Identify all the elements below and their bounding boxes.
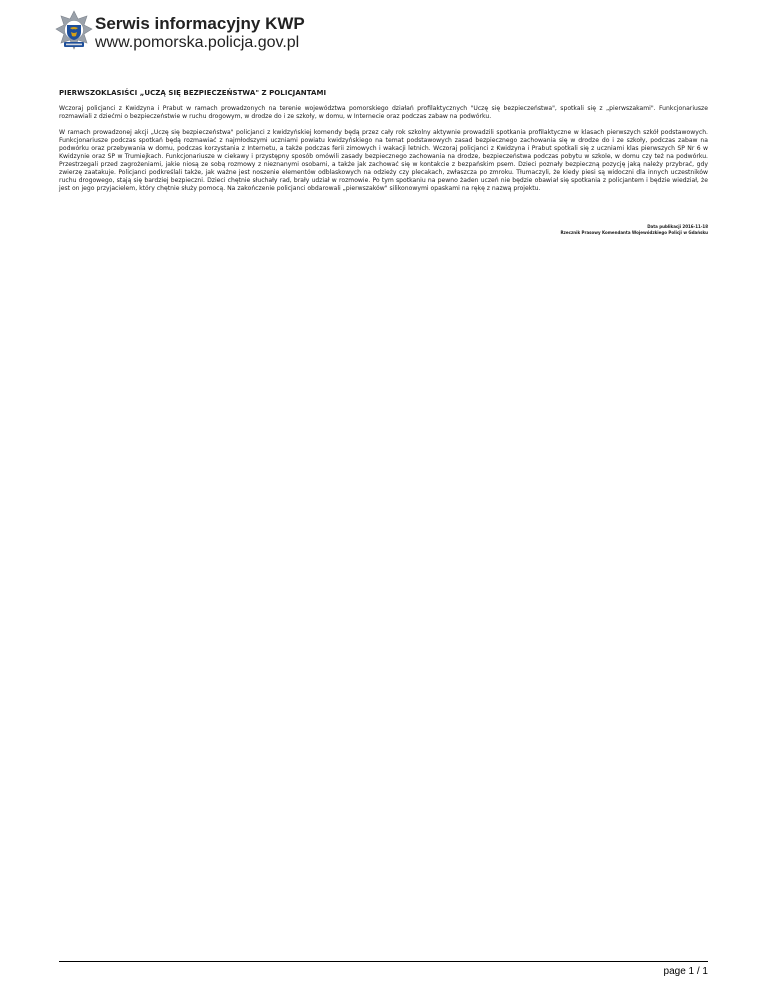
site-title: Serwis informacyjny KWP [95, 14, 305, 33]
article-author: Rzecznik Prasowy Komendanta Wojewódzkiego Policji w Gdańsku [560, 229, 708, 235]
article-title: PIERWSZOKLASIŚCI „UCZĄ SIĘ BEZPIECZEŃSTWA" Z POLICJANTAMI [59, 89, 327, 97]
footer-divider [59, 961, 708, 962]
publication-date: Data publikacji 2016-11-18 [647, 224, 708, 229]
police-star-badge-icon [55, 10, 93, 54]
site-header [55, 10, 455, 66]
page-number: page 1 / 1 [663, 966, 708, 977]
article-paragraph: Wczoraj policjanci z Kwidzyna i Prabut w ramach prowadzonych na terenie województwa pomorskiego działań profilaktycznych "Uczę się bezpieczeństwa", spotkali się z „pierwszakami". Funkcjonariusze rozmawiali z dziećmi o bezpieczeństwie w ruchu drogowym, w drodze do i ze szkoły, w domu, w Internecie oraz podczas zabaw na podwórku. [59, 105, 708, 120]
publication-meta [560, 224, 708, 235]
article [59, 89, 708, 201]
article-paragraph: W ramach prowadzonej akcji „Uczę się bezpieczeństwa" policjanci z kwidzyńskiej komendy będą przez cały rok szkolny aktywnie prowadzili spotkania profilaktyczne w klasach pierwszych szkół podstawowych. Funkcjonariusze podczas spotkań będą rozmawiać z najmłodszymi uczniami powiatu kwidzyńskiego na temat podstawowych zasad bezpiecznego zachowania się w drodze do i ze szkoły, podczas zabaw na podwórku oraz przebywania w domu, podczas korzystania z Internetu, a także podczas ferii zimowych i wakacji letnich. Wczoraj policjanci z Kwidzyna i Prabut spotkali się z uczniami klas pierwszych SP Nr 6 w Kwidzynie oraz SP w Trumiejkach. Funkcjonariusze w ciekawy i przystępny sposób omówili zasady bezpiecznego zachowania na drodze, bezpieczeństwa podczas pobytu w szkole, w domu czy też na podwórku. Przestrzegali przed zagrożeniami, jakie niosą ze sobą rozmowy z nieznanymi osobami, a także jak zachować się w kontakcie z bezpańskim psem. Dzieci poznały bezpieczną pozycję jaką należy przybrać, gdy zwierzę zaatakuje. Policjanci podkreślali także, jak ważne jest noszenie elementów odblaskowych na odzieży czy plecakach, zwłaszcza po zmroku. Tłumaczyli, że kiedy piesi są widoczni dla innych uczestników ruchu drogowego, stają się bardziej bezpieczni. Dzieci chętnie słuchały rad, brały udział w rozmowie. Po tym spotkaniu na pewno żaden uczeń nie będzie obawiał się spotkania z policjantem i będzie wiedział, że jest on jego przyjacielem, który chętnie służy pomocą. Na zakończenie policjanci obdarowali „pierwszaków" silikonowymi opaskami na rękę z nazwą projektu. [59, 129, 708, 192]
site-url[interactable]: www.pomorska.policja.gov.pl [95, 34, 300, 51]
